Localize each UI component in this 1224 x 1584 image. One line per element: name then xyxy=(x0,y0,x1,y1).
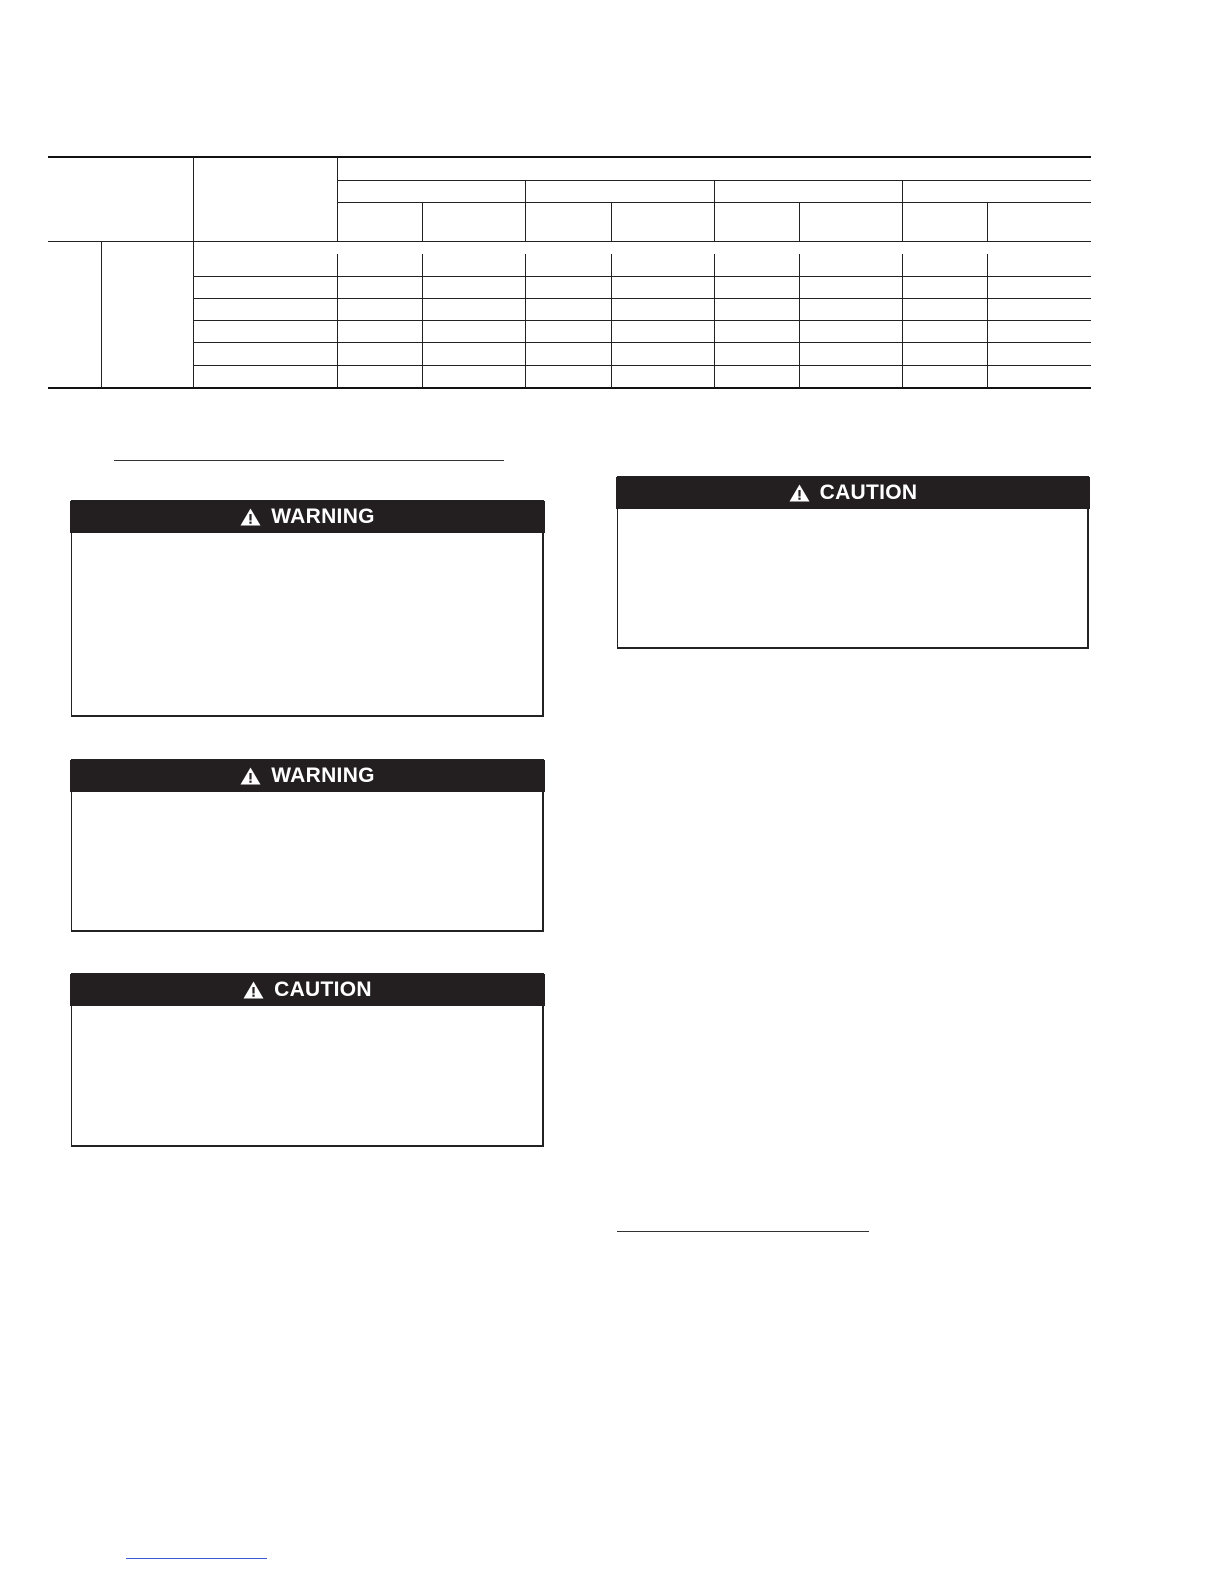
warning-triangle-icon xyxy=(240,508,261,526)
table-header-bottom-rule xyxy=(48,241,1091,242)
table-col-divider xyxy=(714,181,715,242)
table-top-rule xyxy=(48,156,1091,158)
warning-label: WARNING xyxy=(271,505,375,528)
section-heading-underline xyxy=(114,460,504,461)
warning-box xyxy=(71,759,544,932)
table-col-divider xyxy=(337,254,338,388)
table-col-divider xyxy=(902,181,903,242)
warning-triangle-icon xyxy=(240,767,261,785)
table-col-divider xyxy=(987,254,988,388)
table-col-divider xyxy=(422,203,423,242)
table-col-divider xyxy=(101,242,102,388)
table-col-divider xyxy=(193,157,194,388)
caution-box xyxy=(617,476,1089,649)
warning-box xyxy=(71,500,544,717)
table-row-rule xyxy=(193,365,1091,366)
caution-label: CAUTION xyxy=(274,978,372,1001)
warning-label: WARNING xyxy=(271,764,375,787)
table-row-rule xyxy=(193,320,1091,321)
table-col-divider xyxy=(799,203,800,242)
caution-box xyxy=(71,973,544,1147)
table-col-divider xyxy=(714,254,715,388)
warning-triangle-icon xyxy=(243,981,264,999)
warning-header xyxy=(70,501,545,533)
table-row-rule xyxy=(193,276,1091,277)
table-row-rule xyxy=(193,298,1091,299)
warning-header xyxy=(70,760,545,792)
table-col-divider xyxy=(422,254,423,388)
table-col-divider xyxy=(902,254,903,388)
footer-link-underline[interactable] xyxy=(126,1558,267,1559)
caution-header xyxy=(70,974,545,1006)
table-bottom-rule xyxy=(48,387,1091,389)
table-col-divider xyxy=(337,157,338,242)
caution-label: CAUTION xyxy=(819,481,918,504)
table-col-divider xyxy=(525,181,526,242)
table-col-divider xyxy=(611,203,612,242)
table-col-divider xyxy=(525,254,526,388)
table-col-divider xyxy=(799,254,800,388)
table-col-divider xyxy=(987,203,988,242)
caution-header xyxy=(616,477,1090,509)
section-heading-underline xyxy=(617,1231,869,1232)
table-row-rule xyxy=(193,342,1091,343)
warning-triangle-icon xyxy=(789,484,810,502)
table-col-divider xyxy=(611,254,612,388)
